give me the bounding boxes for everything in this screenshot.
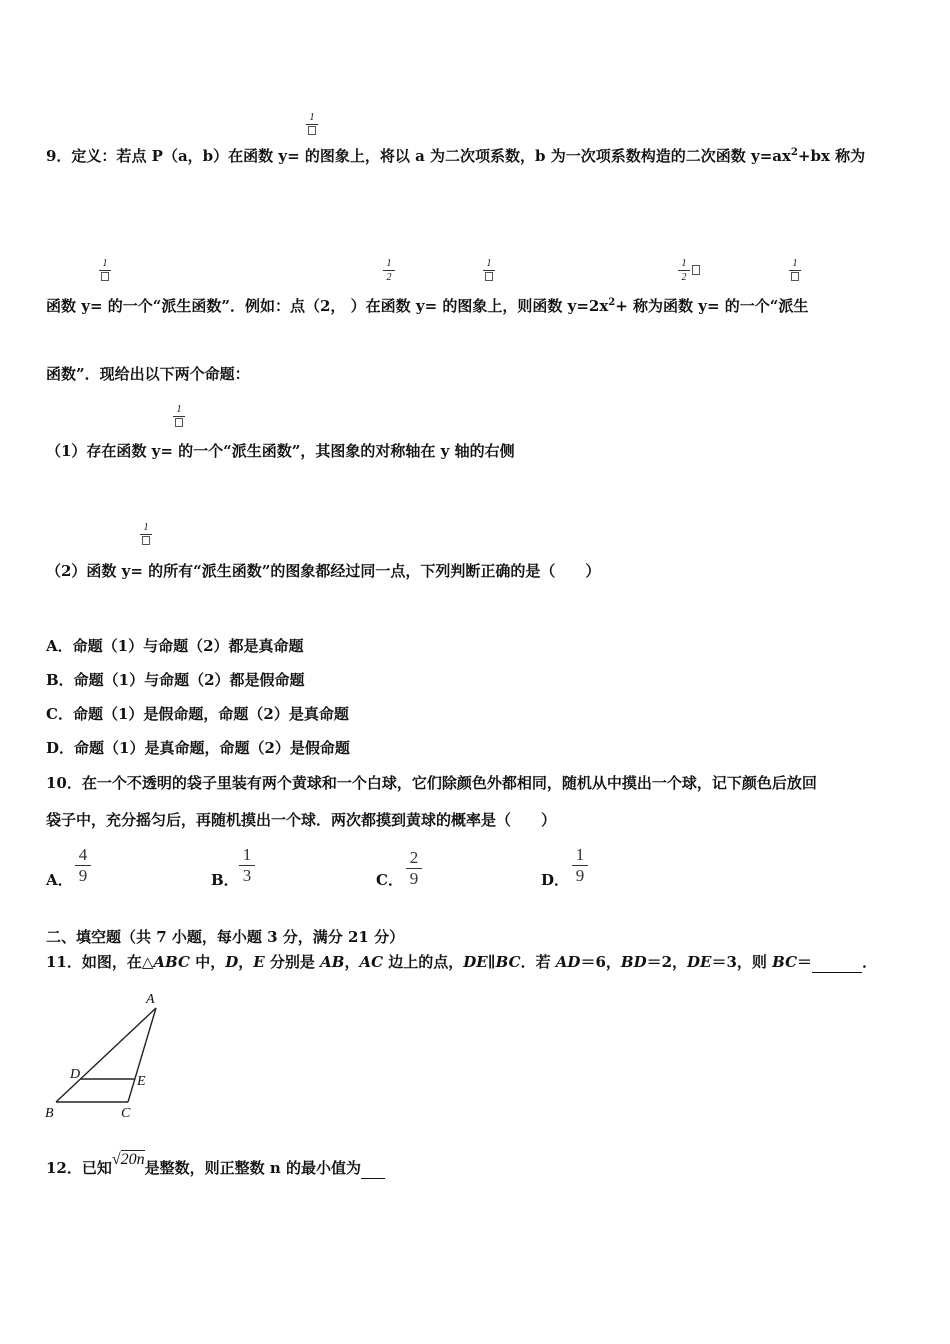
vertex-label-e: E [137, 1074, 146, 1089]
q11-text: 11．如图，在△ABC 中，D，E 分别是 AB，AC 边上的点，DE∥BC．若 AD＝6，BD＝2，DE＝3，则 BC＝ ． [46, 953, 878, 971]
q9-line1: 9．定义：若点 P（a，b）在函数 y= 的图象上，将以 a 为二次项系数，b 为一次项系数构造的二次函数 $y=ax^2+bx$ 称为 [46, 147, 866, 165]
q9-option-c[interactable]: C．命题（1）是假命题，命题（2）是真命题 [46, 705, 349, 723]
q9-option-b[interactable]: B．命题（1）与命题（2）都是假命题 [46, 671, 305, 689]
fraction-1-over-x: 1 [140, 522, 152, 548]
vertex-label-a: A [146, 992, 155, 1007]
sqrt-expression: √20n [111, 1151, 145, 1168]
q12-text: 12．已知√20n是整数，则正整数 n 的最小值为 [46, 1158, 385, 1179]
q11-answer-blank[interactable] [812, 952, 862, 973]
q10-option-d-fraction: 1 9 [572, 845, 588, 886]
q9-proposition-2: （2）函数 y= 的所有“派生函数”的图象都经过同一点，下列判断正确的是（ ） [46, 562, 601, 580]
fraction-1-over-2: 1 2 [678, 258, 690, 283]
q10-option-a-label[interactable]: A． [46, 871, 73, 889]
q10-option-b-label[interactable]: B． [211, 871, 239, 889]
vertex-label-c: C [121, 1106, 131, 1121]
q10-option-a-fraction: 4 9 [75, 845, 91, 886]
q10-line2: 袋子中，充分摇匀后，再随机摸出一个球．两次都摸到黄球的概率是（ ） [46, 811, 557, 829]
fraction-1-over-x: 1 [483, 258, 495, 284]
q10-line1: 10．在一个不透明的袋子里装有两个黄球和一个白球，它们除颜色外都相同，随机从中摸出一个球，记下颜色后放回 [46, 774, 817, 792]
q9-line2: 函数 y= 的一个“派生函数”．例如：点（2， ）在函数 y= 的图象上，则函数 $y=2x^2+$ 称为函数 y= 的一个“派生 [46, 297, 809, 315]
fraction-1-over-2: 1 2 [383, 258, 395, 283]
q10-option-c-fraction: 2 9 [406, 848, 422, 889]
q10-option-d-label[interactable]: D． [541, 871, 570, 889]
vertex-label-d: D [70, 1067, 81, 1082]
sqrt-radicand: 20n [120, 1151, 145, 1168]
q9-option-d[interactable]: D．命题（1）是真命题，命题（2）是假命题 [46, 739, 350, 757]
x-box-icon [692, 265, 700, 275]
q12-answer-blank[interactable] [361, 1158, 385, 1179]
fraction-1-over-x: 1 [306, 112, 318, 138]
q9-option-a[interactable]: A．命题（1）与命题（2）都是真命题 [46, 637, 304, 655]
vertex-label-b: B [45, 1106, 54, 1121]
triangle-figure [40, 988, 170, 1124]
q9-proposition-1: （1）存在函数 y= 的一个“派生函数”，其图象的对称轴在 y 轴的右侧 [46, 442, 515, 460]
q9-line3: 函数”．现给出以下两个命题： [46, 365, 250, 383]
section-2-title: 二、填空题（共 7 小题，每小题 3 分，满分 21 分） [46, 928, 405, 946]
fraction-1-over-x: 1 [173, 404, 185, 430]
q10-option-b-fraction: 1 3 [239, 845, 255, 886]
fraction-1-over-x: 1 [99, 258, 111, 284]
q10-option-c-label[interactable]: C． [376, 871, 403, 889]
fraction-1-over-x: 1 [789, 258, 801, 284]
